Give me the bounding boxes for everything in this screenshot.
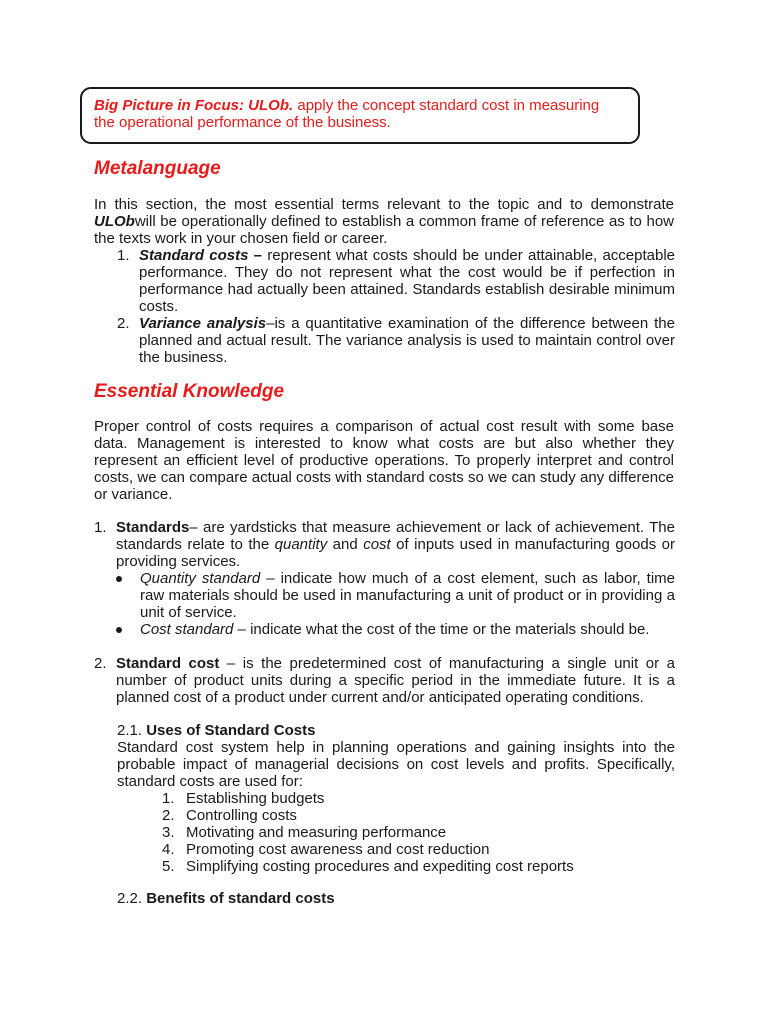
list-item — [162, 790, 324, 807]
term-quantity-standard: Quantity standard — [140, 570, 261, 587]
bullet-1-text: – indicate how much of a cost element, such as labor, time raw materials should be used in manufacturing a unit of product or in providing a unit of service. — [140, 570, 676, 621]
list-number: 1. — [94, 519, 107, 536]
list-item-text: Controlling costs — [186, 807, 297, 824]
list-item — [162, 841, 490, 858]
list-item-text: Establishing budgets — [186, 790, 325, 807]
list-item-text: Simplifying costing procedures and expediting cost reports — [186, 858, 574, 875]
list-number: 5. — [162, 858, 175, 875]
big-picture-box — [80, 87, 640, 144]
word-cost: cost — [363, 536, 391, 553]
section-2-1-number: 2.1. — [117, 722, 143, 739]
word-and: and — [327, 536, 364, 553]
intro-ulo: ULOb — [94, 213, 135, 230]
term-standards: Standards — [116, 519, 190, 536]
benefits-title: Benefits of standard costs — [146, 890, 335, 907]
section-2-2-title — [117, 890, 675, 907]
intro-part-b: will be operationally defined to establish a common frame of reference as to how the texts work in your chosen field or career. — [94, 213, 674, 247]
list-item — [162, 858, 574, 875]
list-item-text: Motivating and measuring performance — [186, 824, 447, 841]
term-standard-cost: Standard cost — [116, 655, 220, 672]
essential-knowledge-heading: Essential Knowledge — [94, 381, 285, 402]
item2-text: – is the predetermined cost of manufacturing a single unit or a number of product units during a specific period in the immediate future. It is a planned cost of a product under current and/or anticipated operating conditions. — [116, 655, 675, 706]
item1-text-a: – are yardsticks that measure achievement or lack of achievement. The standards relate to the — [116, 519, 675, 553]
word-quantity: quantity — [274, 536, 328, 553]
list-item — [162, 824, 446, 841]
essential-intro: Proper control of costs requires a comparison of actual cost result with some base data. Management is interested to know what costs are but also whether they represent an efficient level of productive operations. To properly interpret and control costs, we can compare actual costs with standard costs so we can study any difference or variance. — [94, 418, 674, 503]
list-item-text: Promoting cost awareness and cost reduction — [186, 841, 490, 858]
list-item — [162, 807, 297, 824]
meta-item-2-text: –is a quantitative examination of the difference between the planned and actual result. The variance analysis is used to maintain control over the business. — [139, 315, 675, 366]
focus-lead: Big Picture in Focus: ULOb. — [94, 97, 294, 114]
list-number: 2. — [162, 807, 175, 824]
list-number: 3. — [162, 824, 175, 841]
metalanguage-intro — [94, 196, 674, 247]
bullet-dot — [116, 627, 122, 633]
metalanguage-heading: Metalanguage — [94, 158, 221, 179]
section-2-1-text: Standard cost system help in planning operations and gaining insights into the probable impact of managerial decisions on cost levels and profits. Specifically, standard costs are used for: — [117, 739, 675, 790]
section-2-2-number: 2.2. — [117, 890, 143, 907]
term-variance-analysis: Variance analysis — [139, 315, 267, 332]
bullet-2-text: – indicate what the cost of the time or the materials should be. — [233, 621, 650, 638]
section-2-1-title — [117, 722, 675, 739]
list-number: 2. — [117, 315, 130, 332]
focus-text: apply the concept standard cost in measuring the operational performance of the business. — [94, 97, 600, 131]
item1-text-b: of inputs used in manufacturing goods or providing services. — [116, 536, 676, 570]
uses-title: Uses of Standard Costs — [146, 722, 316, 739]
list-number: 4. — [162, 841, 175, 858]
term-cost-standard: Cost standard — [140, 621, 234, 638]
bullet-dot — [116, 576, 122, 582]
list-number: 2. — [94, 655, 107, 672]
list-number: 1. — [162, 790, 175, 807]
term-standard-costs: Standard costs – — [139, 247, 263, 264]
meta-item-1-text: represent what costs should be under attainable, acceptable performance. They do not represent what the cost would be if perfection in performance had actually been attained. Standards establish desirable minimum costs. — [139, 247, 675, 315]
intro-part-a: In this section, the most essential terms relevant to the topic and to demonstrate — [94, 196, 674, 213]
list-number: 1. — [117, 247, 130, 264]
